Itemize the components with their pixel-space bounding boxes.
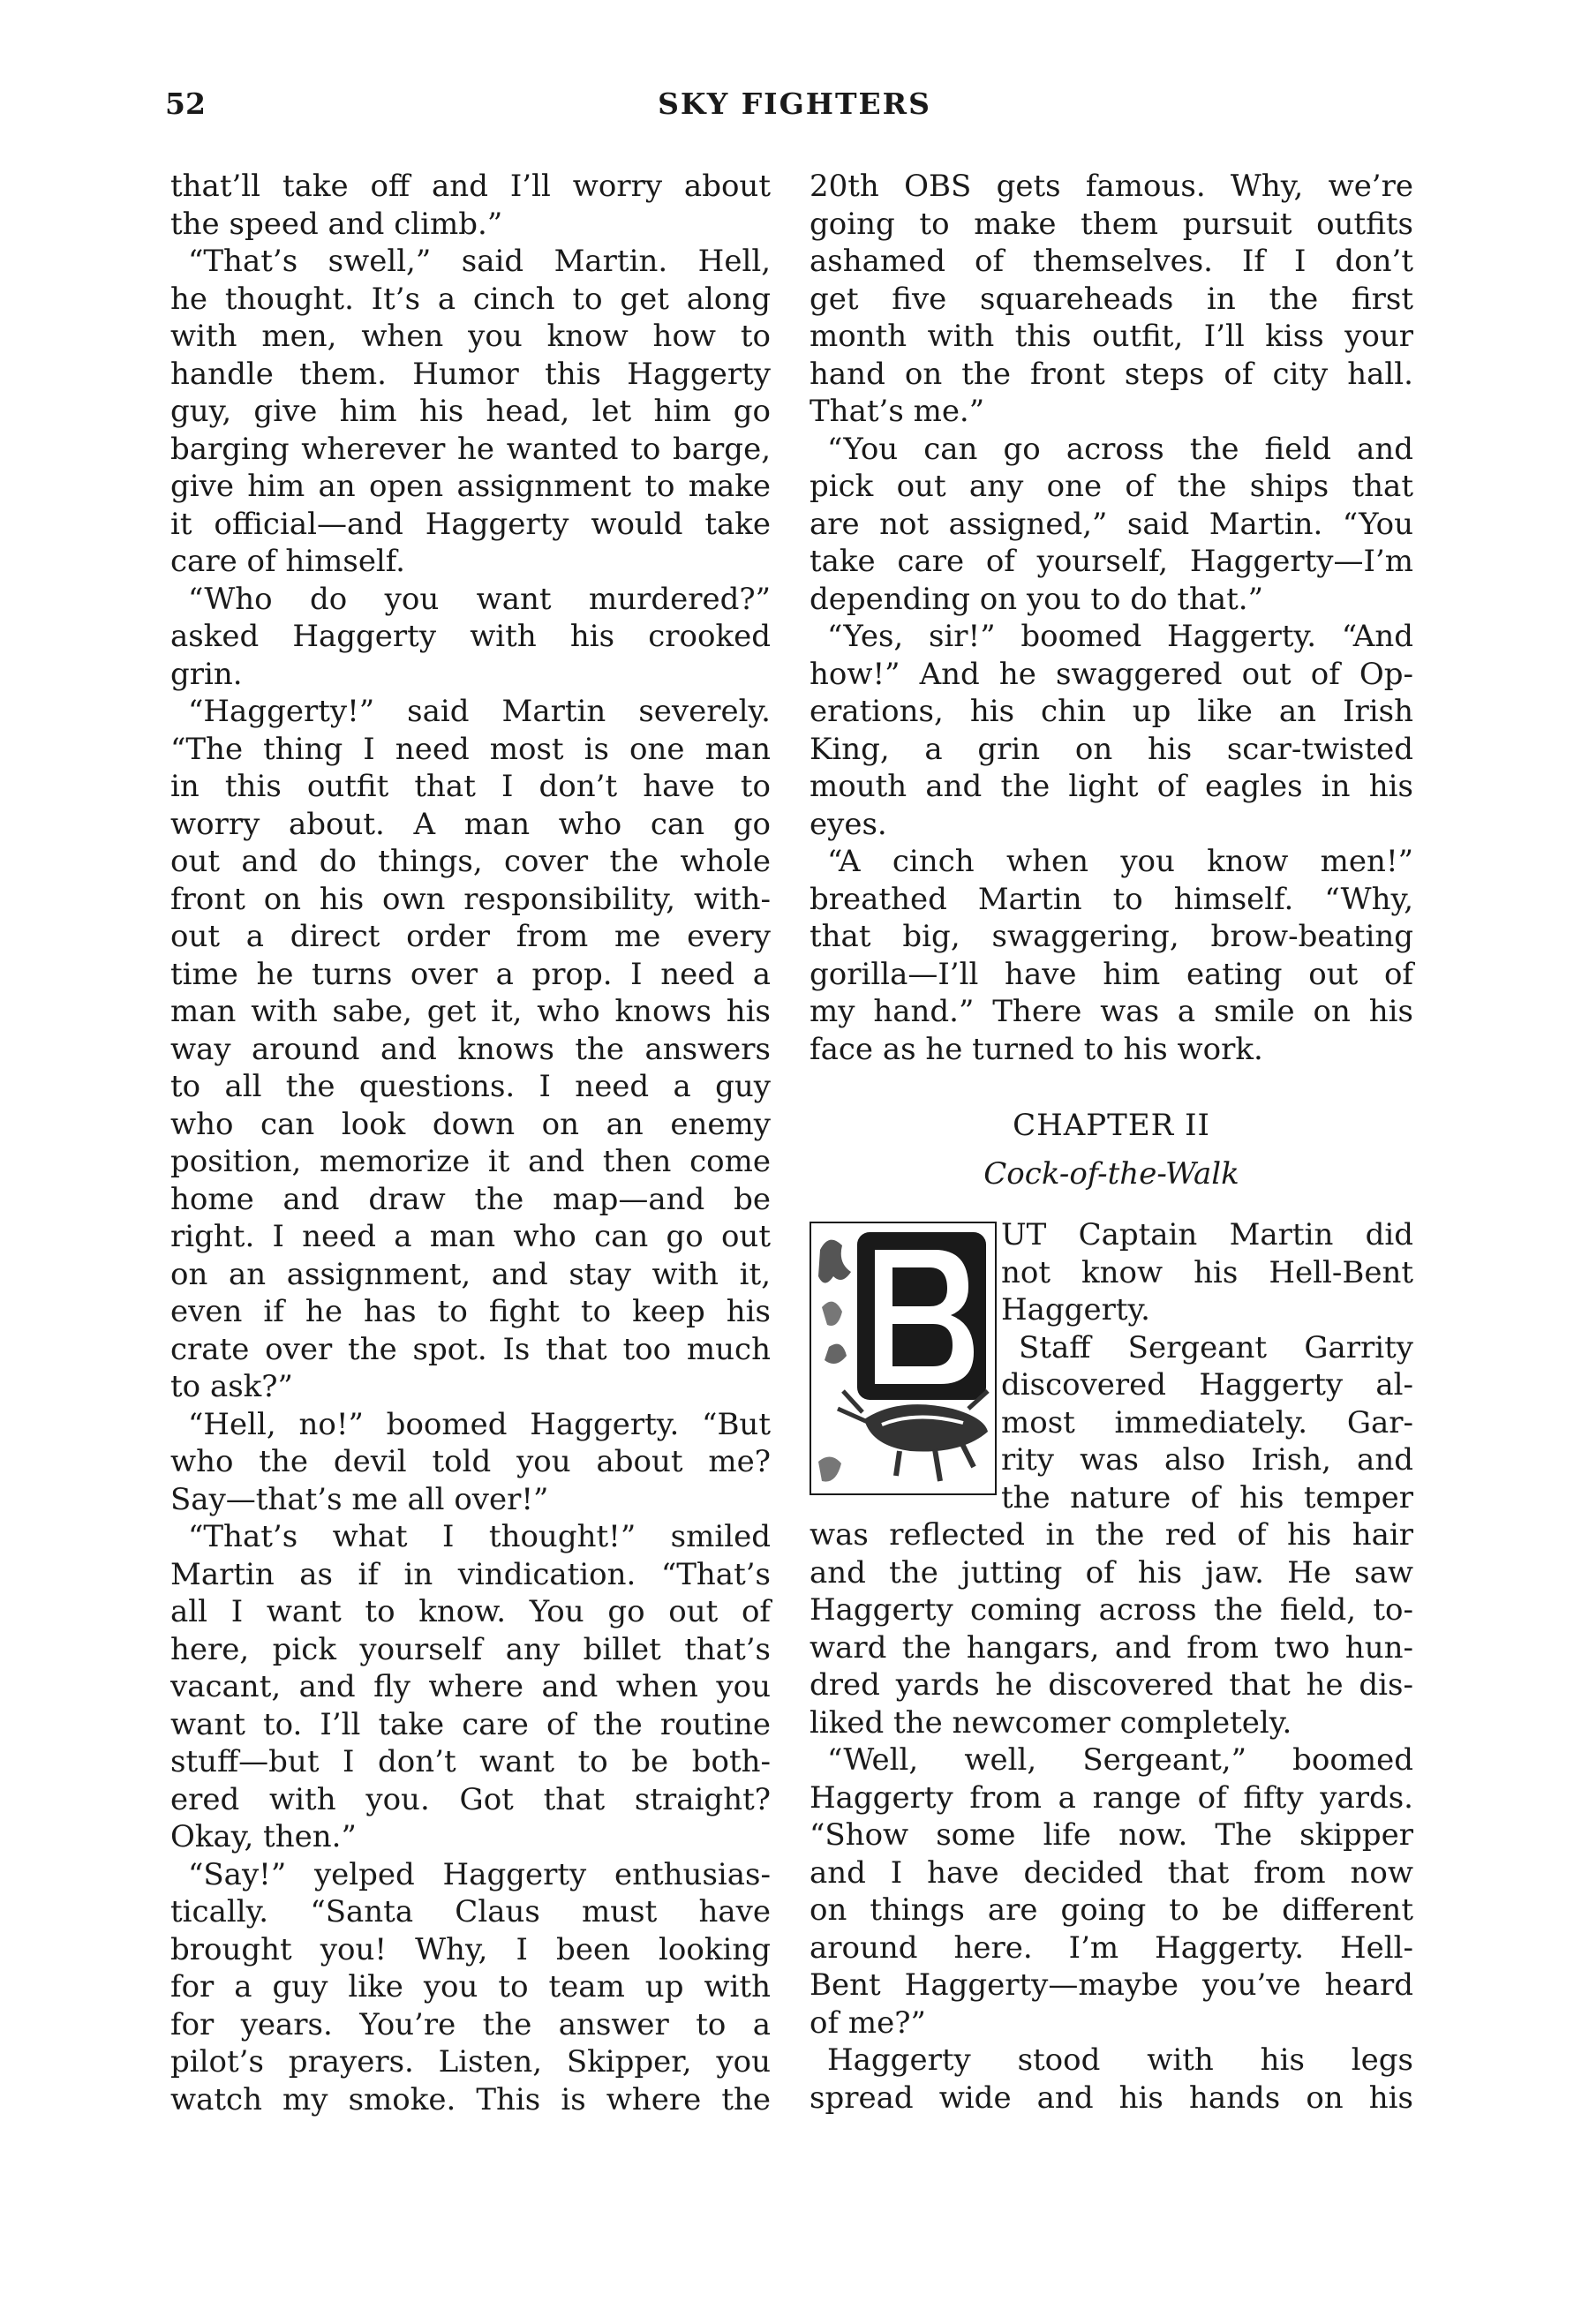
right-column-text-bottom (810, 1516, 1413, 2117)
illustrated-letter-b-image (811, 1223, 995, 1493)
text-line: asked Haggerty with his crooked (170, 619, 771, 654)
text-line: ered with you. Got that straight? (170, 1781, 771, 1817)
drop-cap-illustration (810, 1222, 997, 1495)
text-line: ward the hangars, and from two hun- (810, 1629, 1413, 1666)
text-line: worry about. A man who can go (170, 806, 771, 842)
text-line: for years. You’re the answer to a (170, 2006, 771, 2042)
text-line: front on his own responsibility, with- (170, 881, 771, 917)
text-line: Haggerty from a range of fifty yards. (810, 1779, 1413, 1816)
text-line: even if he has to fight to keep his (170, 1294, 771, 1329)
text-line: that big, swaggering, brow-beating (810, 919, 1413, 954)
text-line: guy, give him his head, let him go (170, 394, 771, 429)
text-line: are not assigned,” said Martin. “You (810, 506, 1413, 542)
right-column-text-top (810, 168, 1413, 1068)
text-line: That’s me.” (810, 394, 985, 429)
text-line: “Haggerty!” said Martin severely. (188, 694, 771, 729)
text-line: Bent Haggerty—maybe you’ve heard (810, 1967, 1413, 2003)
text-line: erations, his chin up like an Irish (810, 694, 1413, 729)
left-column-text (170, 168, 771, 2118)
text-line: “That’s swell,” said Martin. Hell, (188, 244, 771, 279)
text-line: who the devil told you about me? (170, 1444, 771, 1479)
text-line: rity was also Irish, and (1001, 1442, 1413, 1478)
text-line: out a direct order from me every (170, 919, 771, 954)
text-line: stuff—but I don’t want to be both- (170, 1744, 771, 1779)
text-line: my hand.” There was a smile on his (810, 994, 1413, 1029)
text-line: “Well, well, Sergeant,” boomed (827, 1742, 1413, 1778)
text-line: position, memorize it and then come (170, 1144, 771, 1179)
text-line: was reflected in the red of his hair (810, 1517, 1413, 1553)
text-line: watch my smoke. This is where the (170, 2081, 771, 2117)
text-line: in this outfit that I don’t have to (170, 769, 771, 804)
text-line: and the jutting of his jaw. He saw (810, 1554, 1413, 1591)
text-line: “Say!” yelped Haggerty enthusias- (188, 1856, 771, 1892)
text-line: care of himself. (170, 544, 405, 579)
text-line: not know his Hell-Bent (1001, 1254, 1413, 1290)
text-line: hand on the front steps of city hall. (810, 356, 1413, 392)
text-line: all I want to know. You go out of (170, 1594, 771, 1629)
text-line: pick out any one of the ships that (810, 469, 1413, 504)
text-line: around here. I’m Haggerty. Hell- (810, 1929, 1413, 1966)
text-line: and I have decided that from now (810, 1854, 1413, 1891)
text-line: depending on you to do that.” (810, 581, 1264, 617)
text-line: way around and knows the answers (170, 1031, 771, 1067)
text-line: “Yes, sir!” boomed Haggerty. “And (827, 619, 1413, 654)
chapter-title: CHAPTER II (1013, 1108, 1210, 1143)
text-line: ashamed of themselves. If I don’t (810, 244, 1413, 279)
text-line: that’ll take off and I’ll worry about (170, 169, 771, 204)
text-line: on an assignment, and stay with it, (170, 1256, 771, 1292)
text-line: right. I need a man who can go out (170, 1219, 771, 1254)
chapter-subtitle: Cock-of-the-Walk (983, 1156, 1239, 1192)
text-line: here, pick yourself any billet that’s (170, 1631, 771, 1667)
text-line: Haggerty coming across the field, to- (810, 1592, 1413, 1628)
text-line: grin. (170, 656, 243, 692)
text-line: discovered Haggerty al- (1001, 1367, 1413, 1403)
page-number: 52 (165, 86, 206, 121)
text-line: get five squareheads in the first (810, 281, 1413, 317)
text-line: most immediately. Gar- (1001, 1404, 1413, 1440)
page-header (0, 86, 1589, 131)
text-line: Martin as if in vindication. “That’s (170, 1556, 771, 1592)
text-line: spread wide and his hands on his (810, 2080, 1413, 2116)
text-line: Okay, then.” (170, 1819, 357, 1854)
text-line: he thought. It’s a cinch to get along (170, 281, 771, 317)
text-line: UT Captain Martin did (1001, 1217, 1413, 1252)
text-line: who can look down on an enemy (170, 1106, 771, 1142)
text-line: give him an open assignment to make (170, 469, 771, 504)
text-line: “The thing I need most is one man (170, 731, 771, 767)
text-line: “That’s what I thought!” smiled (188, 1519, 771, 1554)
text-line: on things are going to be different (810, 1892, 1413, 1928)
text-line: home and draw the map—and be (170, 1181, 771, 1217)
text-line: “A cinch when you know men!” (827, 844, 1413, 879)
text-line: for a guy like you to team up with (170, 1969, 771, 2004)
text-line: it official—and Haggerty would take (170, 506, 771, 542)
text-line: time he turns over a prop. I need a (170, 956, 771, 992)
text-line: brought you! Why, I been looking (170, 1931, 771, 1967)
text-line: out and do things, cover the whole (170, 844, 771, 879)
text-line: to ask?” (170, 1369, 293, 1404)
text-line: how!” And he swaggered out of Op- (810, 656, 1413, 692)
text-line: handle them. Humor this Haggerty (170, 356, 771, 392)
text-line: “Show some life now. The skipper (810, 1817, 1413, 1853)
text-line: month with this outfit, I’ll kiss your (810, 319, 1413, 354)
left-column (170, 168, 771, 2118)
text-line: going to make them pursuit outfits (810, 206, 1413, 242)
text-line: King, a grin on his scar-twisted (810, 731, 1413, 767)
text-line: “Hell, no!” boomed Haggerty. “But (188, 1406, 771, 1442)
text-line: to all the questions. I need a guy (170, 1069, 771, 1104)
text-line: liked the newcomer completely. (810, 1704, 1292, 1741)
text-line: barging wherever he wanted to barge, (170, 431, 771, 467)
text-line: dred yards he discovered that he dis- (810, 1667, 1413, 1703)
text-line: crate over the spot. Is that too much (170, 1331, 771, 1367)
text-line: the nature of his temper (1001, 1479, 1413, 1515)
text-line: want to. I’ll take care of the routine (170, 1706, 771, 1742)
text-line: “You can go across the field and (827, 431, 1413, 467)
text-line: “Who do you want murdered?” (188, 581, 771, 617)
text-line: eyes. (810, 806, 887, 842)
running-title: SKY FIGHTERS (658, 86, 931, 121)
text-line: with men, when you know how to (170, 319, 771, 354)
text-line: Haggerty. (1001, 1292, 1150, 1327)
text-line: breathed Martin to himself. “Why, (810, 881, 1413, 917)
text-line: the speed and climb.” (170, 206, 503, 242)
text-line: man with sabe, get it, who knows his (170, 994, 771, 1029)
text-line: face as he turned to his work. (810, 1031, 1263, 1067)
text-line: of me?” (810, 2004, 926, 2041)
text-line: vacant, and fly where and when you (170, 1669, 771, 1704)
right-column (810, 168, 1413, 2117)
text-line: Staff Sergeant Garrity (1019, 1329, 1413, 1365)
text-line: pilot’s prayers. Listen, Skipper, you (170, 2044, 771, 2080)
text-line: Haggerty stood with his legs (827, 2042, 1413, 2078)
text-line: mouth and the light of eagles in his (810, 769, 1413, 804)
text-line: Say—that’s me all over!” (170, 1481, 549, 1517)
text-line: tically. “Santa Claus must have (170, 1894, 771, 1929)
text-line: gorilla—I’ll have him eating out of (810, 956, 1413, 992)
text-line: 20th OBS gets famous. Why, we’re (810, 169, 1413, 204)
text-line: take care of yourself, Haggerty—I’m (810, 544, 1413, 579)
